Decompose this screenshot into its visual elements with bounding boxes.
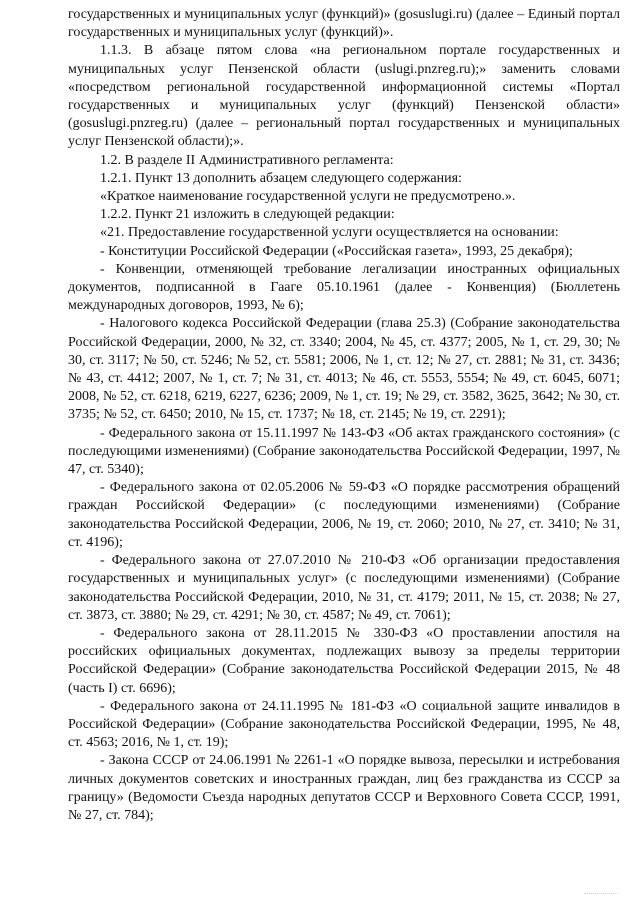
list-item-law-330: - Федерального закона от 28.11.2015 № 330-ФЗ «О проставлении апостиля на российских официальных документах, подлежащих вывозу за пределы территории Российской Федерации» (Собрание законодательства Российской Федерации 2015, № 48 (часть I) ст. 6696); [68, 625, 620, 696]
document-page [68, 6, 620, 825]
list-item-tax-code: - Налогового кодекса Российской Федерации (глава 25.3) (Собрание законодательства Российской Федерации, 2000, № 32, ст. 3340; 2004, № 45, ст. 4377; 2005, № 1, ст. 29, 30; № 30, ст. 3117; № 50, ст. 5246; № 52, ст. 5581; 2006, № 1, ст. 12; № 27, ст. 2881; № 31, ст. 3436; № 43, ст. 4412; 2007, № 1, ст. 7; № 31, ст. 4013; № 46, ст. 5553, 5554; № 49, ст. 6045, 6071; 2008, № 52, ст. 6218, 6219, 6227, 6236; 2009, № 1, ст. 19; № 29, ст. 3582, 3625, 3642; № 30, ст. 3735; № 52, ст. 6450; 2010, № 15, ст. 1737; № 18, ст. 2145; № 19, ст. 2291); [68, 316, 620, 423]
list-item-law-59: - Федерального закона от 02.05.2006 № 59-ФЗ «О порядке рассмотрения обращений граждан Российской Федерации» (с последующими изменениями) (Собрание законодательства Российской Федерации, 2006, № 19, ст. 2060; 2010, № 27, ст. 3410; № 31, ст. 4196); [68, 480, 620, 550]
paragraph-1-1-3: 1.1.3. В абзаце пятом слова «на региональном портале государственных и муниципальных услуг Пензенской области (uslugi.pnzreg.ru);» заменить словами «посредством региональной государственной информационной системы «Портал государственных и муниципальных услуг (функций) Пензенской области» (gosuslugi.pnzreg.ru) (далее – региональный портал государственных и муниципальных услуг Пензенской области);». [68, 43, 620, 150]
list-item-law-181: - Федерального закона от 24.11.1995 № 181-ФЗ «О социальной защите инвалидов в Российской Федерации» (Собрание законодательства Российской Федерации, 1995, № 48, ст. 4563; 2016, № 1, ст. 19); [68, 698, 620, 751]
paragraph-quote-short-name: «Краткое наименование государственной услуги не предусмотрено.». [100, 189, 516, 205]
list-item-convention: - Конвенции, отменяющей требование легализации иностранных официальных документов, подписанной в Гааге 05.10.1961 (далее - Конвенция) (Бюллетень международных договоров, 1993, № 6); [68, 261, 620, 314]
list-item-constitution: - Конституции Российской Федерации («Российская газета», 1993, 25 декабря); [100, 243, 573, 259]
paragraph-21-intro: «21. Предоставление государственной услуги осуществляется на основании: [100, 225, 559, 241]
page-corner-mark [584, 893, 618, 897]
list-item-ussr-law-2261: - Закона СССР от 24.06.1991 № 2261-1 «О порядке вывоза, пересылки и истребования личных документов советских и иностранных граждан, лиц без гражданства из СССР за границу» (Ведомости Съезда народных депутатов СССР и Верховного Совета СССР, 1991, № 27, ст. 784); [68, 753, 620, 823]
list-item-law-143: - Федерального закона от 15.11.1997 № 143-ФЗ «Об актах гражданского состояния» (с последующими изменениями) (Собрание законодательства Российской Федерации, 1997, № 47, ст. 5340); [68, 425, 620, 478]
paragraph-1-2-2: 1.2.2. Пункт 21 изложить в следующей редакции: [100, 207, 395, 223]
list-item-law-210: - Федерального закона от 27.07.2010 № 210-ФЗ «Об организации предоставления государственных и муниципальных услуг» (с последующими изменениями) (Собрание законодательства Российской Федерации, 2010, № 31, ст. 4179; 2011, № 15, ст. 2038; № 27, ст. 3873, ст. 3880; № 29, ст. 4291; № 30, ст. 4587; № 49, ст. 7061); [68, 553, 620, 623]
paragraph-1-2: 1.2. В разделе II Административного регламента: [100, 152, 394, 168]
paragraph-continuation: государственных и муниципальных услуг (функций)» (gosuslugi.ru) (далее – Единый портал государственных и муниципальных услуг (функций)». [68, 7, 620, 41]
paragraph-1-2-1: 1.2.1. Пункт 13 дополнить абзацем следующего содержания: [100, 170, 462, 186]
